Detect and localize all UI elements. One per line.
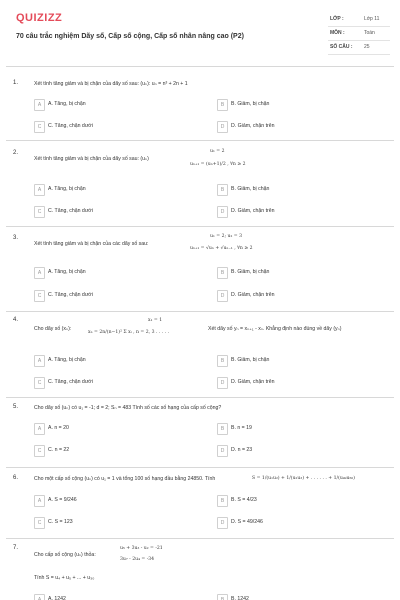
question-3 [0, 233, 400, 308]
formula-line: xₙ = 2n/(n−1)² Σ xᵢ , n = 2, 3 . . . . . [88, 330, 170, 335]
question-number: 6. [13, 475, 19, 481]
question-divider [6, 397, 394, 398]
formula-line: S = 1/(u₁u₂) + 1/(u₂u₃) + . . . . . . + 1/(u₄₉u₅₀) [252, 476, 355, 481]
question-number: 4. [13, 317, 19, 323]
option-text: C. Tăng, chặn dưới [48, 208, 93, 214]
option-c[interactable] [34, 206, 194, 218]
option-b[interactable] [217, 267, 377, 279]
option-letter: B [217, 99, 228, 111]
option-a[interactable] [34, 495, 194, 507]
question-divider [6, 226, 394, 227]
question-number: 7. [13, 545, 19, 551]
option-letter: C [34, 290, 45, 302]
option-b[interactable] [217, 184, 377, 196]
option-letter: C [34, 445, 45, 457]
meta-row-subject [328, 27, 390, 41]
formula-line: u₁ = 2 [210, 149, 225, 154]
question-text: Cho dãy số (xₙ): [34, 326, 72, 332]
option-d[interactable] [217, 377, 377, 389]
option-text: C. S = 123 [48, 519, 73, 525]
option-letter: C [34, 206, 45, 218]
option-letter: A [34, 267, 45, 279]
option-text: B. Giảm, bị chặn [231, 186, 270, 192]
option-letter: D [217, 206, 228, 218]
option-a[interactable] [34, 423, 194, 435]
option-text: C. Tăng, chặn dưới [48, 123, 93, 129]
question-divider [6, 311, 394, 312]
question-text: Cho dãy số (uₙ) có u₁ = -1; d = 2; Sₙ = 483 Tính số các số hạng của cấp số cộng? [34, 405, 222, 411]
option-text: B. 1242 [231, 596, 249, 600]
option-text: C. Tăng, chặn dưới [48, 379, 93, 385]
header-divider [6, 66, 394, 67]
option-letter: C [34, 377, 45, 389]
option-letter: A [34, 423, 45, 435]
option-text: A. Tăng, bị chặn [48, 357, 86, 363]
option-text: B. n = 19 [231, 425, 252, 431]
option-b[interactable] [217, 423, 377, 435]
option-letter: A [34, 594, 45, 600]
option-letter: A [34, 355, 45, 367]
option-b[interactable] [217, 495, 377, 507]
question-5 [0, 402, 400, 466]
option-letter: B [217, 355, 228, 367]
option-text: D. n = 23 [231, 447, 253, 453]
formula-line: u₁ = 2; u₂ = 3 [210, 234, 242, 239]
worksheet-title: 70 câu trắc nghiệm Dãy số, Cấp số cộng, Cấp số nhân nâng cao (P2) [16, 33, 244, 40]
question-6 [0, 473, 400, 539]
option-text: B. Giảm, bị chặn [231, 357, 270, 363]
option-text: D. Giảm, chặn trên [231, 208, 275, 214]
question-text-continued: Tính S = u₄ + u₅ + ... + u₃₀ [34, 575, 95, 581]
formula-line: uₙ₊₁ = (uₙ+1)/2 , ∀n ≥ 2 [190, 162, 246, 167]
option-letter: D [217, 121, 228, 133]
meta-label: MÔN : [330, 30, 345, 36]
meta-row-class [328, 13, 390, 27]
question-text: Cho một cấp số cộng (uₙ) có u₁ = 1 và tổng 100 số hạng đầu bằng 24850. Tính [34, 476, 216, 482]
option-text: B. Giảm, bị chặn [231, 269, 270, 275]
meta-value: Lớp 11 [364, 16, 380, 22]
option-d[interactable] [217, 206, 377, 218]
option-text: A. S = 9/246 [48, 497, 77, 503]
option-letter: D [217, 517, 228, 529]
option-text: D. S = 49/246 [231, 519, 263, 525]
option-text: C. n = 22 [48, 447, 70, 453]
option-letter: B [217, 267, 228, 279]
worksheet-header [0, 0, 400, 66]
question-4 [0, 317, 400, 395]
formula-line: uₙ₊₁ = √uₙ + √uₙ₋₁ , ∀n ≥ 2 [190, 246, 253, 251]
question-2 [0, 148, 400, 223]
option-d[interactable] [217, 290, 377, 302]
option-d[interactable] [217, 121, 377, 133]
option-letter: B [217, 423, 228, 435]
option-text: B. Giảm, bị chặn [231, 101, 270, 107]
option-a[interactable] [34, 355, 194, 367]
question-divider [6, 538, 394, 539]
option-text: D. Giảm, chặn trên [231, 379, 275, 385]
option-a[interactable] [34, 184, 194, 196]
option-c[interactable] [34, 290, 194, 302]
option-text: A. Tăng, bị chặn [48, 269, 86, 275]
question-text: Xét tính tăng giảm và bị chặn của dãy số sau: (uₙ) [34, 156, 149, 162]
formula-line: u₅ + 3u₃ - u₂ = -21 [120, 546, 163, 551]
question-divider [6, 140, 394, 141]
option-text: C. Tăng, chặn dưới [48, 292, 93, 298]
question-number: 1. [13, 80, 19, 86]
option-letter: D [217, 290, 228, 302]
option-letter: A [34, 99, 45, 111]
question-1 [0, 78, 400, 138]
option-b[interactable] [217, 594, 377, 600]
question-text: Cho cấp số cộng (uₙ) thỏa: [34, 552, 96, 558]
meta-label: LỚP : [330, 16, 344, 22]
meta-value: Toán [364, 30, 375, 36]
question-7 [0, 543, 400, 600]
formula-line: x₁ = 1 [148, 318, 163, 323]
option-a[interactable] [34, 594, 194, 600]
option-letter: A [34, 184, 45, 196]
option-letter: C [34, 121, 45, 133]
option-letter: C [34, 517, 45, 529]
option-text: A. Tăng, bị chặn [48, 101, 86, 107]
option-text: D. Giảm, chặn trên [231, 292, 275, 298]
option-d[interactable] [217, 445, 377, 457]
option-text: D. Giảm, chặn trên [231, 123, 275, 129]
option-c[interactable] [34, 445, 194, 457]
question-number: 2. [13, 150, 19, 156]
option-text: B. S = 4/23 [231, 497, 257, 503]
meta-value: 25 [364, 44, 370, 50]
question-text: Xét tính tăng giảm và bị chặn của dãy số sau: (uₙ): uₙ = n³ + 2n + 1 [34, 81, 188, 87]
meta-label: SỐ CÂU : [330, 44, 353, 50]
option-letter: B [217, 594, 228, 600]
question-divider [6, 467, 394, 468]
worksheet-meta [328, 13, 390, 55]
option-a[interactable] [34, 267, 194, 279]
option-b[interactable] [217, 99, 377, 111]
option-text: A. Tăng, bị chặn [48, 186, 86, 192]
option-letter: D [217, 445, 228, 457]
question-number: 3. [13, 235, 19, 241]
question-number: 5. [13, 404, 19, 410]
option-text: A. n = 20 [48, 425, 69, 431]
option-d[interactable] [217, 517, 377, 529]
option-b[interactable] [217, 355, 377, 367]
question-text: Xét tính tăng giảm và bị chặn của các dãy số sau: [34, 241, 149, 247]
quizizz-logo: QUIZIZZ [16, 12, 63, 24]
option-letter: B [217, 495, 228, 507]
option-letter: B [217, 184, 228, 196]
option-a[interactable] [34, 99, 194, 111]
meta-row-count [328, 41, 390, 55]
question-text-continued: Xét dãy số yₙ = xₙ₊₁ - xₙ. Khẳng định nào đúng về dãy (yₙ) [208, 326, 342, 332]
option-c[interactable] [34, 121, 194, 133]
formula-line: 3u₇ - 2u₄ = -34 [120, 557, 155, 562]
option-c[interactable] [34, 517, 194, 529]
option-letter: A [34, 495, 45, 507]
option-letter: D [217, 377, 228, 389]
option-text: A. 1242 [48, 596, 66, 600]
option-c[interactable] [34, 377, 194, 389]
